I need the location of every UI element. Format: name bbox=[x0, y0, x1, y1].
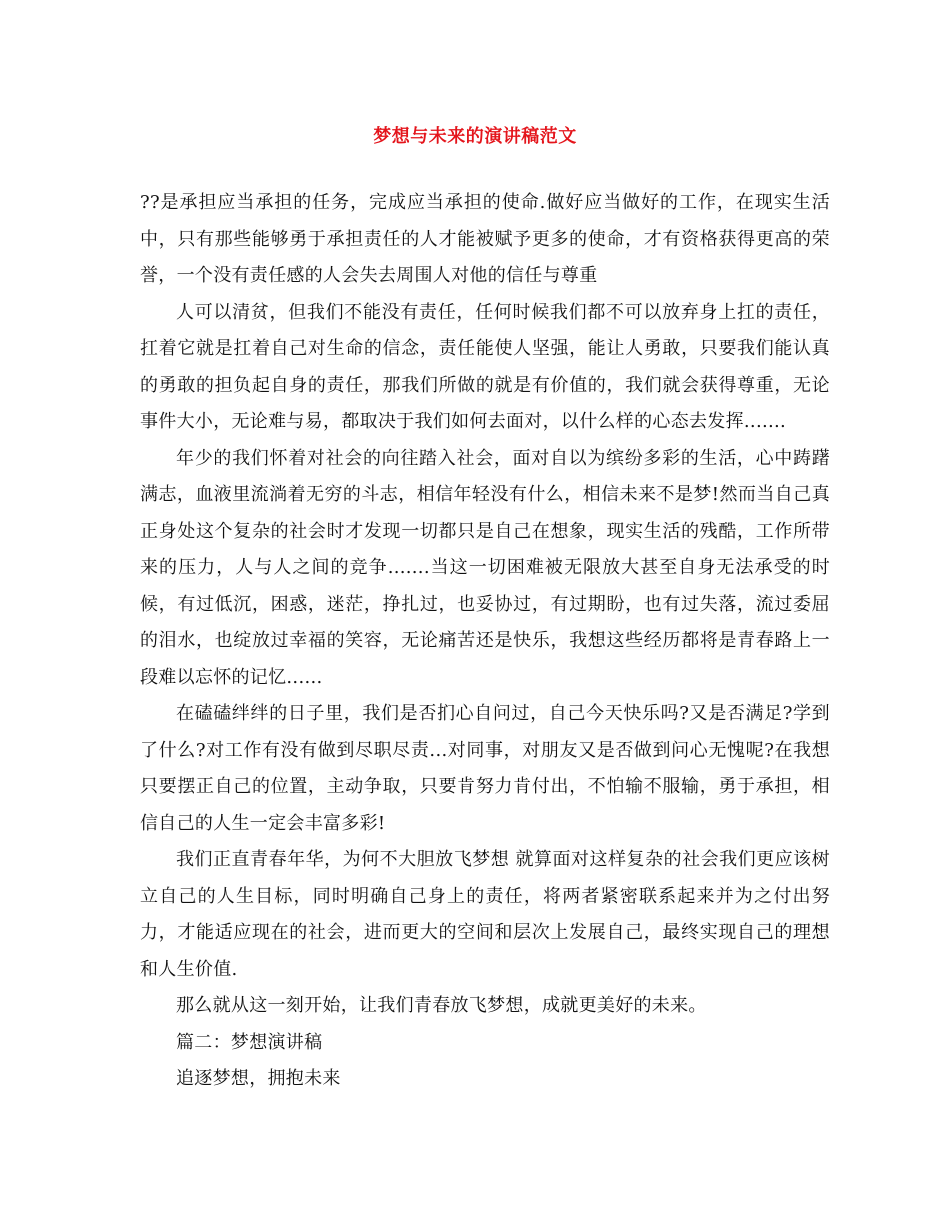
document-body bbox=[140, 185, 830, 1098]
paragraph-dream: 我们正直青春年华，为何不大胆放飞梦想 就算面对这样复杂的社会我们更应该树立自己的人生目标，同时明确自己身上的责任，将两者紧密联系起来并为之付出努力，才能适应现在的社会，进而更大的空间和层次上发展自己，最终实现自己的理想和人生价值. bbox=[140, 849, 830, 980]
paragraph-conclusion: 那么就从这一刻开始，让我们青春放飞梦想，成就更美好的未来。 bbox=[176, 995, 707, 1016]
paragraph-youth: 年少的我们怀着对社会的向往踏入社会，面对自以为缤纷多彩的生活，心中踌躇满志，血液里流淌着无穷的斗志，相信年轻没有什么，相信未来不是梦!然而当自己真正身处这个复杂的社会时才发现一切都只是自己在想象，现实生活的残酷，工作所带来的压力，人与人之间的竞争.......当这一切困难被无限放大甚至自身无法承受的时候，有过低沉，困惑，迷茫，挣扎过，也妥协过，有过期盼，也有过失落，流过委屈的泪水，也绽放过幸福的笑容，无论痛苦还是快乐，我想这些经历都将是青春路上一段难以忘怀的记忆...... bbox=[140, 447, 830, 688]
section-heading-part-two: 篇二：梦想演讲稿 bbox=[176, 1031, 323, 1053]
paragraph-no-responsibility: 人可以清贫，但我们不能没有责任，任何时候我们都不可以放弃身上扛的责任，扛着它就是扛着自己对生命的信念，责任能使人坚强，能让人勇敢，只要我们能认真的勇敢的担负起自身的责任，那我们所做的就是有价值的，我们就会获得尊重，无论事件大小，无论难与易，都取决于我们如何去面对，以什么样的心态去发挥....... bbox=[140, 301, 830, 432]
document-title: 梦想与未来的演讲稿范文 bbox=[373, 126, 577, 147]
paragraph-self-reflection: 在磕磕绊绊的日子里，我们是否扪心自问过，自己今天快乐吗?又是否满足?学到了什么?对工作有没有做到尽职尽责...对同事，对朋友又是否做到问心无愧呢?在我想只要摆正自己的位置，主动争取，只要肯努力肯付出，不怕输不服输，勇于承担，相信自己的人生一定会丰富多彩! bbox=[140, 703, 830, 834]
paragraph-responsibility: ??是承担应当承担的任务，完成应当承担的使命.做好应当做好的工作，在现实生活中，只有那些能够勇于承担责任的人才能被赋予更多的使命，才有资格获得更高的荣誉，一个没有责任感的人会失去周围人对他的信任与尊重 bbox=[140, 192, 830, 286]
section-subtitle: 追逐梦想，拥抱未来 bbox=[176, 1068, 341, 1089]
